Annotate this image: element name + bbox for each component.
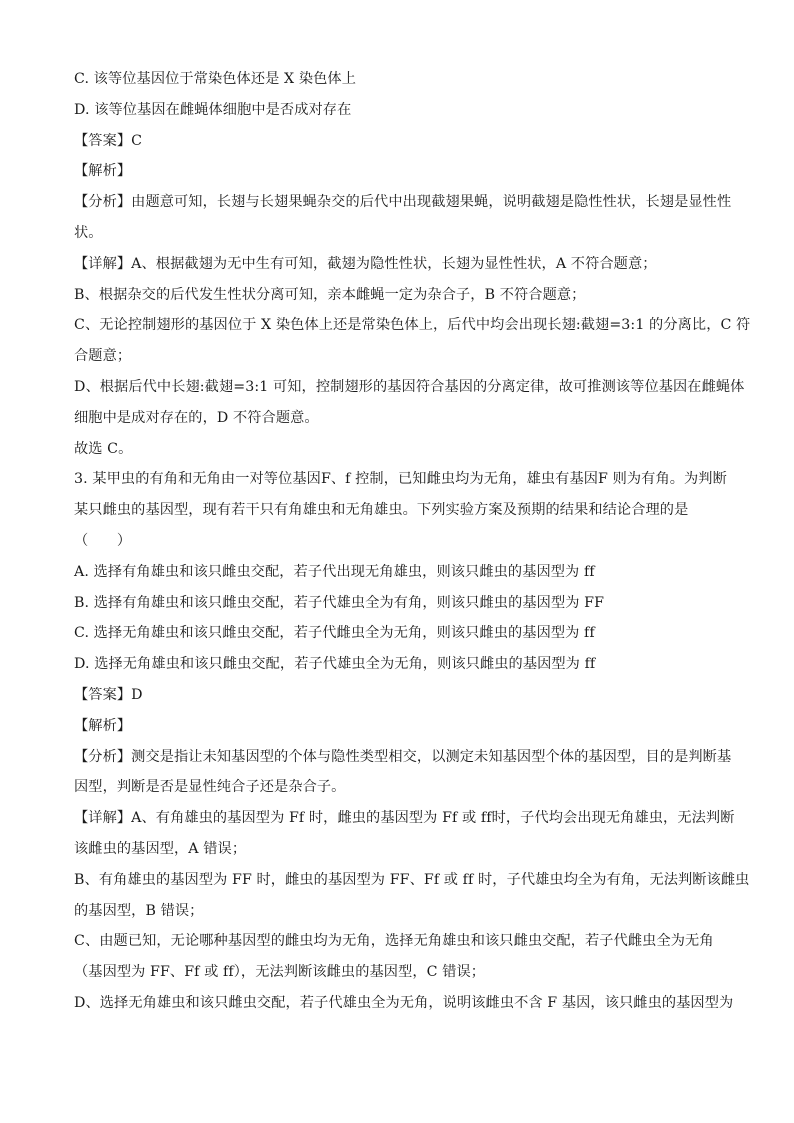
question-3-option-b: B. 选择有角雄虫和该只雌虫交配，若子代雄虫全为有角，则该只雌虫的基因型为 FF [74, 594, 605, 611]
detail-line-d1: D、根据后代中长翅:截翅=3:1 可知，控制翅形的基因符合基因的分离定律，故可推测该等位基因在雌蝇体 [74, 378, 745, 395]
q3-detail-d1: D、选择无角雄虫和该只雌虫交配，若子代雄虫全为无角，说明该雌虫不含 F 基因，该只雌虫的基因型为 [74, 994, 734, 1011]
q3-detail-a1: 【详解】A、有角雄虫的基因型为 Ff 时，雌虫的基因型为 Ff 或 ff时，子代均会出现无角雄虫，无法判断 [74, 810, 735, 827]
analysis-line-2: 状。 [74, 224, 103, 241]
detail-line-c2: 合题意； [74, 348, 132, 365]
question-3-blank: （ ） [74, 532, 132, 549]
q3-analysis-line-2: 因型，判断是否是显性纯合子还是杂合子。 [74, 779, 346, 796]
document-page [74, 64, 751, 1019]
detail-line-a: 【详解】A、根据截翅为无中生有可知，截翅为隐性性状，长翅为显性性状，A 不符合题意； [74, 255, 657, 272]
answer-label-prev: 【答案】C [74, 132, 143, 149]
detail-line-d2: 细胞中是成对存在的，D 不符合题意。 [74, 409, 319, 426]
analysis-label-prev: 【解析】 [74, 163, 132, 180]
q3-detail-c1: C、由题已知，无论哪种基因型的雌虫均为无角，选择无角雄虫和该只雌虫交配，若子代雌虫全为无角 [74, 933, 714, 950]
q3-detail-c2: （基因型为 FF、Ff 或 ff），无法判断该雌虫的基因型，C 错误； [74, 964, 486, 981]
answer-label: 【答案】D [74, 686, 143, 703]
question-3-option-c: C. 选择无角雄虫和该只雌虫交配，若子代雌虫全为无角，则该只雌虫的基因型为 ff [74, 625, 595, 642]
detail-line-c1: C、无论控制翅形的基因位于 X 染色体上还是常染色体上，后代中均会出现长翅:截翅=3:1 的分离比，C 符 [74, 317, 751, 334]
question-3-option-a: A. 选择有角雄虫和该只雌虫交配，若子代出现无角雄虫，则该只雌虫的基因型为 ff [74, 563, 595, 580]
question-3-line-1: 3. 某甲虫的有角和无角由一对等位基因F、f 控制，已知雌虫均为无角，雄虫有基因F 则为有角。为判断 [74, 471, 727, 488]
analysis-label: 【解析】 [74, 717, 132, 734]
q3-detail-a2: 该雌虫的基因型，A 错误； [74, 840, 247, 857]
analysis-line-1: 【分析】由题意可知，长翅与长翅果蝇杂交的后代中出现截翅果蝇，说明截翅是隐性性状，长翅是显性性 [74, 194, 732, 211]
detail-line-b: B、根据杂交的后代发生性状分离可知，亲本雌蝇一定为杂合子，B 不符合题意； [74, 286, 586, 303]
q3-analysis-line-1: 【分析】测交是指让未知基因型的个体与隐性类型相交，以测定未知基因型个体的基因型，目的是判断基 [74, 748, 732, 765]
q3-detail-b1: B、有角雄虫的基因型为 FF 时，雌虫的基因型为 FF、Ff 或 ff 时，子代雄虫均全为有角，无法判断该雌虫 [74, 871, 750, 888]
conclusion-line: 故选 C。 [74, 440, 133, 457]
question-3-option-d: D. 选择无角雄虫和该只雌虫交配，若子代雄虫全为无角，则该只雌虫的基因型为 ff [74, 656, 596, 673]
option-c-prev: C. 该等位基因位于常染色体还是 X 染色体上 [74, 71, 356, 87]
q3-detail-b2: 的基因型，B 错误； [74, 902, 204, 919]
question-3-line-2: 某只雌虫的基因型，现有若干只有角雄虫和无角雄虫。下列实验方案及预期的结果和结论合理的是 [74, 502, 689, 519]
option-d-prev: D. 该等位基因在雌蝇体细胞中是否成对存在 [74, 101, 352, 118]
